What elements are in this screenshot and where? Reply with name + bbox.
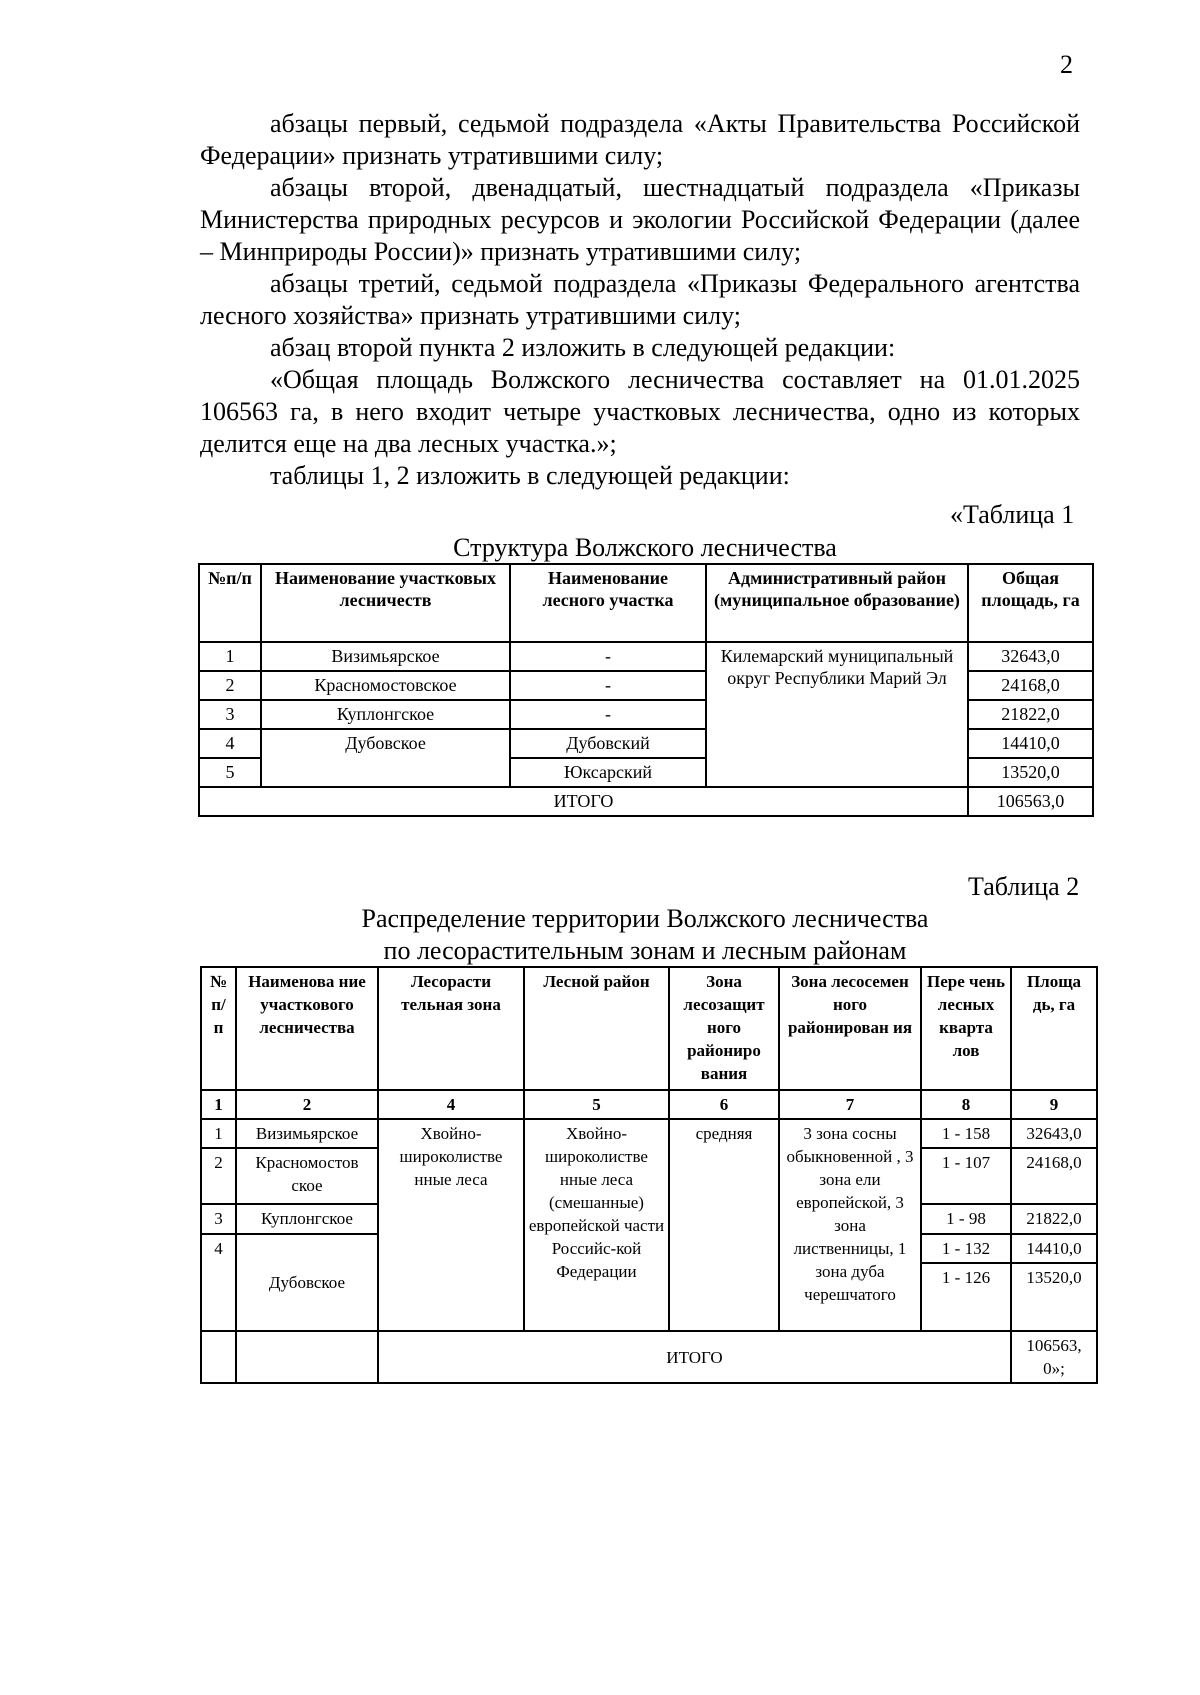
table2-col-number: 2 [236, 1090, 378, 1119]
table-cell: 32643,0 [1011, 1119, 1097, 1148]
table-cell: 1 - 126 [921, 1263, 1011, 1331]
paragraph: таблицы 1, 2 изложить в следующей редакции: [270, 461, 790, 490]
table2-header: Лесорасти тельная зона [378, 967, 524, 1090]
table2-col-number: 4 [378, 1090, 524, 1119]
table-cell: 5 [199, 758, 261, 787]
body-text [200, 108, 1080, 492]
table-cell: 32643,0 [968, 642, 1093, 671]
table-cell: Визимьярское [236, 1119, 378, 1148]
table2-forest-region-cell: Хвойно-широколистве нные леса (смешанные) европейской части Российс-кой Федерации [524, 1119, 669, 1331]
table-cell: 24168,0 [1011, 1148, 1097, 1204]
paragraph: «Общая площадь Волжского лесничества составляет на 01.01.2025 106563 га, в него входит четыре участковых лесничества, одно из которых делится еще на два лесных участка.»; [200, 365, 1080, 458]
table1-district-cell: Килемарский муниципальный округ Республики Марий Эл [706, 642, 968, 787]
table2-header: Зона лесозащит ного райониро вания [669, 967, 779, 1090]
table-cell: 13520,0 [1011, 1263, 1097, 1331]
table1-header: Наименование участковых лесничеств [261, 564, 510, 642]
table-cell: Куплонгское [261, 700, 510, 729]
table-cell: Красномостовское [261, 671, 510, 700]
table1-title: Структура Волжского лесничества [453, 533, 837, 562]
table2-col-number: 5 [524, 1090, 669, 1119]
table2-protect-zone-cell: средняя [669, 1119, 779, 1331]
table-cell: 2 [199, 671, 261, 700]
table1-header: Административный район (муниципальное образование) [706, 564, 968, 642]
table-cell: 3 [199, 700, 261, 729]
table2-title-line: по лесорастительным зонам и лесным районам [383, 936, 907, 965]
table2-header: Наименова ние участкового лесничества [236, 967, 378, 1090]
table-cell: - [510, 642, 706, 671]
table-cell: 1 [201, 1119, 236, 1148]
table2-header: Площа дь, га [1011, 967, 1097, 1090]
table1 [198, 563, 1094, 817]
paragraph: абзацы второй, двенадцатый, шестнадцатый подраздела «Приказы Министерства природных ресурсов и экологии Российской Федерации (далее – Минприроды России)» признать утратившими силу; [200, 173, 1080, 266]
table-cell: Красномостов ское [236, 1148, 378, 1204]
table2-header: Лесной район [524, 967, 669, 1090]
table-cell: 13520,0 [968, 758, 1093, 787]
table2-title [200, 903, 1090, 967]
table-cell: 21822,0 [1011, 1204, 1097, 1234]
table-cell: 14410,0 [1011, 1234, 1097, 1263]
table-cell: Куплонгское [236, 1204, 378, 1234]
table-cell: 3 [201, 1204, 236, 1234]
paragraph: абзац второй пункта 2 изложить в следующей редакции: [270, 333, 896, 362]
table2-col-number: 6 [669, 1090, 779, 1119]
table-cell: 4 [201, 1234, 236, 1331]
table2-header: Пере чень лесных кварта лов [921, 967, 1011, 1090]
table-cell: 24168,0 [968, 671, 1093, 700]
table2-total-value: 106563, 0»; [1011, 1331, 1097, 1383]
table-cell: 1 - 98 [921, 1204, 1011, 1234]
table-cell: 21822,0 [968, 700, 1093, 729]
table2-col-number: 1 [201, 1090, 236, 1119]
table-cell: 1 - 158 [921, 1119, 1011, 1148]
paragraph: абзацы первый, седьмой подраздела «Акты Правительства Российской Федерации» признать утратившими силу; [200, 109, 1080, 170]
table2-veg-zone-cell: Хвойно-широколистве нные леса [378, 1119, 524, 1331]
table1-total-value: 106563,0 [968, 787, 1093, 816]
table2-seed-zone-cell: 3 зона сосны обыкновенной , 3 зона ели европейской, 3 зона лиственницы, 1 зона дуба черешчатого [779, 1119, 921, 1331]
table-cell: - [510, 700, 706, 729]
table2-header: Зона лесосемен ного районирован ия [779, 967, 921, 1090]
table-cell: Дубовский [510, 729, 706, 758]
table-cell [201, 1331, 236, 1383]
table-cell: Визимьярское [261, 642, 510, 671]
table1-total-label: ИТОГО [199, 787, 968, 816]
table2-title-line: Распределение территории Волжского лесничества [361, 904, 929, 933]
table2-col-number: 9 [1011, 1090, 1097, 1119]
table-cell: Юксарский [510, 758, 706, 787]
table-cell [236, 1331, 378, 1383]
table2-header: № п/ п [201, 967, 236, 1090]
table-cell: 1 - 107 [921, 1148, 1011, 1204]
table-cell: Дубовское [236, 1234, 378, 1331]
table-cell: Дубовское [261, 729, 510, 787]
paragraph: абзацы третий, седьмой подраздела «Приказы Федерального агентства лесного хозяйства» признать утратившими силу; [200, 269, 1080, 330]
table2 [200, 966, 1098, 1384]
table-cell: 4 [199, 729, 261, 758]
table2-col-number: 8 [921, 1090, 1011, 1119]
table-cell: 1 - 132 [921, 1234, 1011, 1263]
page-number: 2 [1060, 50, 1073, 79]
table-cell: - [510, 671, 706, 700]
table1-label: «Таблица 1 [950, 500, 1075, 529]
table1-header: Общая площадь, га [968, 564, 1093, 642]
table2-label: Таблица 2 [968, 872, 1080, 901]
table2-col-number: 7 [779, 1090, 921, 1119]
table-cell: 1 [199, 642, 261, 671]
table-cell: 2 [201, 1148, 236, 1204]
table-cell: 14410,0 [968, 729, 1093, 758]
table2-total-label: ИТОГО [378, 1331, 1011, 1383]
table1-header: Наименование лесного участка [510, 564, 706, 642]
table1-header: №п/п [199, 564, 261, 642]
